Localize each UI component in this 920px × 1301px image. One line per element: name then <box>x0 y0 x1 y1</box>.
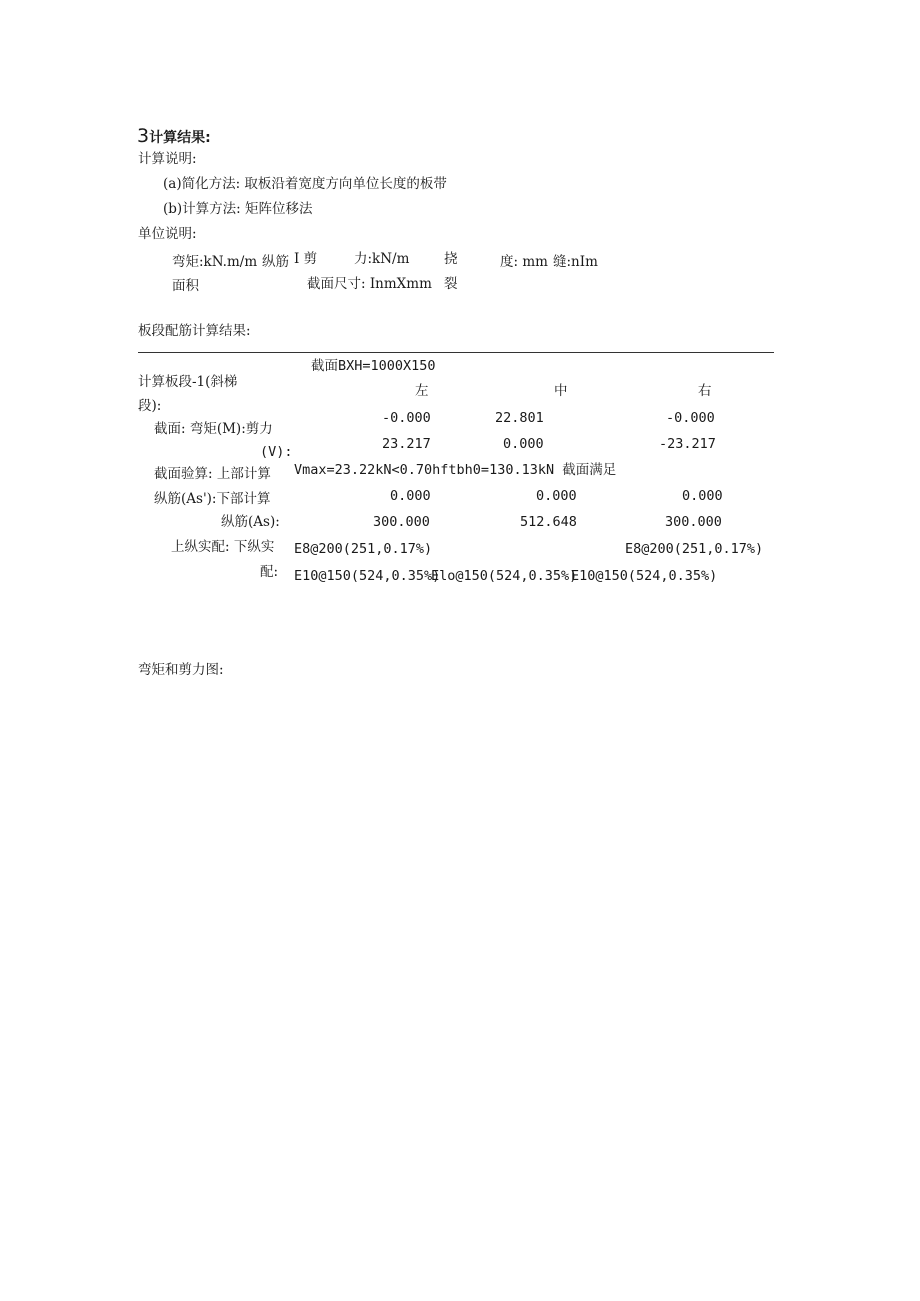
top-rebar-middle-value: 0.000 <box>536 488 577 504</box>
moment-right-value: -0.000 <box>666 410 715 426</box>
bottom-rebar-middle-value: 512.648 <box>520 514 577 530</box>
shear-middle-value: 0.000 <box>503 436 544 452</box>
moment-middle-value: 22.801 <box>495 410 544 426</box>
unit-shear-a: I 剪 <box>294 251 318 267</box>
top-rebar-right-value: 0.000 <box>682 488 723 504</box>
unit-moment: 弯矩:kN.m/m <box>172 254 258 270</box>
section-heading <box>137 127 211 146</box>
unit-deflection-b: 度: mm <box>500 254 548 270</box>
bottom-config-left: E10@150(524,0.35%) <box>294 568 441 584</box>
calc-note-a: (a)简化方法: 取板沿着宽度方向单位长度的板带 <box>163 176 447 192</box>
section-title: 计算结果: <box>149 130 211 146</box>
row-label-shear: (V): <box>260 444 293 460</box>
bottom-config-middle: Elo@150(524,0.35%) <box>431 568 578 584</box>
column-header-right: 右 <box>698 383 712 399</box>
shear-right-value: -23.217 <box>659 436 716 452</box>
section-check-result: Vmax=23.22kN<0.70hftbh0=130.13kN 截面满足 <box>294 462 617 478</box>
bottom-config-right: E10@150(524,0.35%) <box>571 568 718 584</box>
top-config-right: E8@200(251,0.17%) <box>625 541 764 557</box>
bottom-rebar-right-value: 300.000 <box>665 514 722 530</box>
unit-crack: 缝:nIm <box>553 254 598 270</box>
unit-deflection-a: 挠 <box>444 251 458 267</box>
top-rebar-left-value: 0.000 <box>390 488 431 504</box>
units-title: 单位说明: <box>138 226 197 242</box>
column-header-left: 左 <box>415 383 429 399</box>
unit-shear-b: 力:kN/m <box>354 251 410 267</box>
results-title: 板段配筋计算结果: <box>138 323 251 339</box>
row-label-top-rebar: 纵筋(As'):下部计算 <box>154 491 271 507</box>
shear-left-value: 23.217 <box>382 436 431 452</box>
calc-note-b: (b)计算方法: 矩阵位移法 <box>163 201 313 217</box>
unit-section-size: 截面尺寸: InmXmm <box>307 276 432 292</box>
segment-label-2: 段): <box>138 398 162 414</box>
row-label-config: 上纵实配: 下纵实 <box>171 539 275 555</box>
section-size-label: 截面BXH=1000X150 <box>311 358 436 374</box>
unit-area: 面积 <box>172 278 199 294</box>
row-label-section-check: 截面验算: 上部计算 <box>154 466 271 482</box>
row-label-config-cont: 配: <box>260 564 279 580</box>
column-header-middle: 中 <box>554 383 568 399</box>
calc-notes-title: 计算说明: <box>138 151 197 167</box>
row-label-section-moment: 截面: 弯矩(M):剪力 <box>154 421 273 437</box>
diagram-title: 弯矩和剪力图: <box>138 662 224 678</box>
top-config-left: E8@200(251,0.17%) <box>294 541 433 557</box>
row-label-bottom-rebar: 纵筋(As): <box>221 514 280 530</box>
section-number: 3 <box>137 125 150 147</box>
moment-left-value: -0.000 <box>382 410 431 426</box>
segment-label-1: 计算板段-1(斜梯 <box>138 374 238 390</box>
table-top-rule <box>138 352 774 353</box>
unit-rebar: 纵筋 <box>262 254 289 270</box>
unit-crack2: 裂 <box>444 276 458 292</box>
bottom-rebar-left-value: 300.000 <box>373 514 430 530</box>
